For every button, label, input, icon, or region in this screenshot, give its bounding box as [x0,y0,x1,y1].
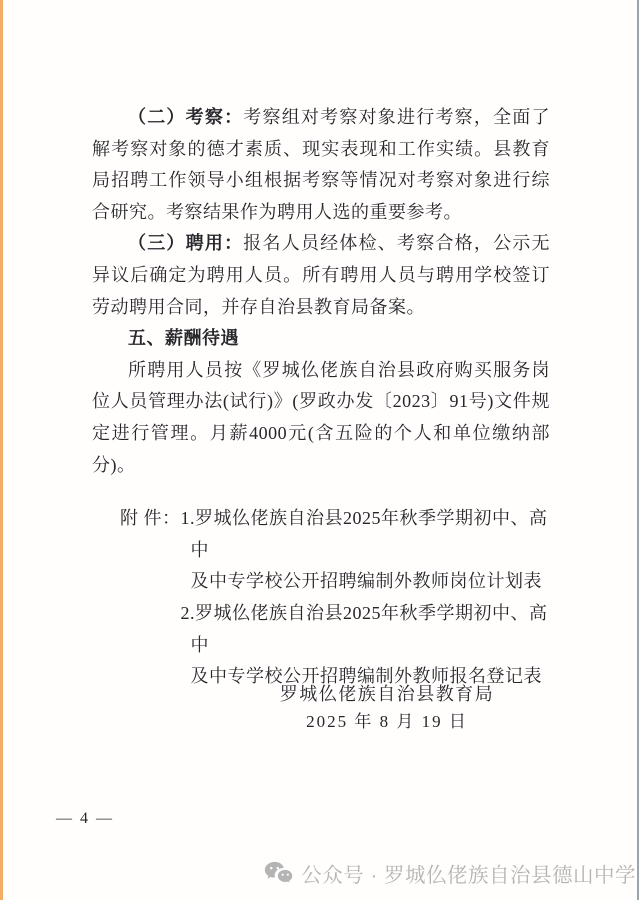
paragraph-employment-lead: （三）聘用： [128,233,244,254]
attachment-1-line-2: 及中专学校公开招聘编制外教师岗位计划表 [190,571,542,592]
wechat-icon [264,861,294,886]
section-heading-salary: 五、薪酬待遇 [128,328,239,349]
attachment-1-line-1: 1.罗城仫佬族自治县2025年秋季学期初中、高中 [180,508,548,560]
paragraph-employment-text: 报名人员经体检、考察合格，公示无异议后确定为聘用人员。所有聘用人员与聘用学校签订劳动聘用合同，并存自治县教育局备案。 [92,233,551,317]
attachment-2-line-1: 2.罗城仫佬族自治县2025年秋季学期初中、高中 [180,602,548,655]
page-number: — 4 — [56,810,114,827]
paragraph-salary-text: 所聘用人员按《罗城仫佬族自治县政府购买服务岗位人员管理办法(试行)》(罗政办发〔2023〕91号)文件规定进行管理。月薪4000元(含五险的个人和单位缴纳部分)。 [92,359,550,475]
paragraph-inspection [92,102,550,228]
attachments-label: 附 件： [120,508,181,529]
attachment-item-1 [181,503,551,598]
signature-date: 2025 年 8 月 19 日 [306,712,468,731]
document-body [92,102,550,693]
footer-watermark-bar [264,858,636,888]
attachments-list [181,503,551,693]
paragraph-inspection-text: 考察组对考察对象进行考察，全面了解考察对象的德才素质、现实表现和工作实绩。县教育局招聘工作领导小组根据考察等情况对考察对象进行综合研究。考察结果作为聘用人选的重要参考。 [92,107,551,222]
page-edge-right-accent [637,0,639,900]
attachments-block [120,503,550,693]
paragraph-inspection-lead: （二）考察： [128,107,244,127]
paragraph-salary [92,355,550,481]
signature-issuer: 罗城仫佬族自治县教育局 [279,684,495,704]
page-edge-left-accent [0,0,3,900]
signature-block [0,681,640,735]
paragraph-employment [92,228,550,323]
attachment-2-line-2: 及中专学校公开招聘编制外教师报名登记表 [190,666,542,687]
footer-watermark-text: 公众号 · 罗城仫佬族自治县德山中学 [301,864,636,887]
attachment-item-2 [181,598,551,693]
